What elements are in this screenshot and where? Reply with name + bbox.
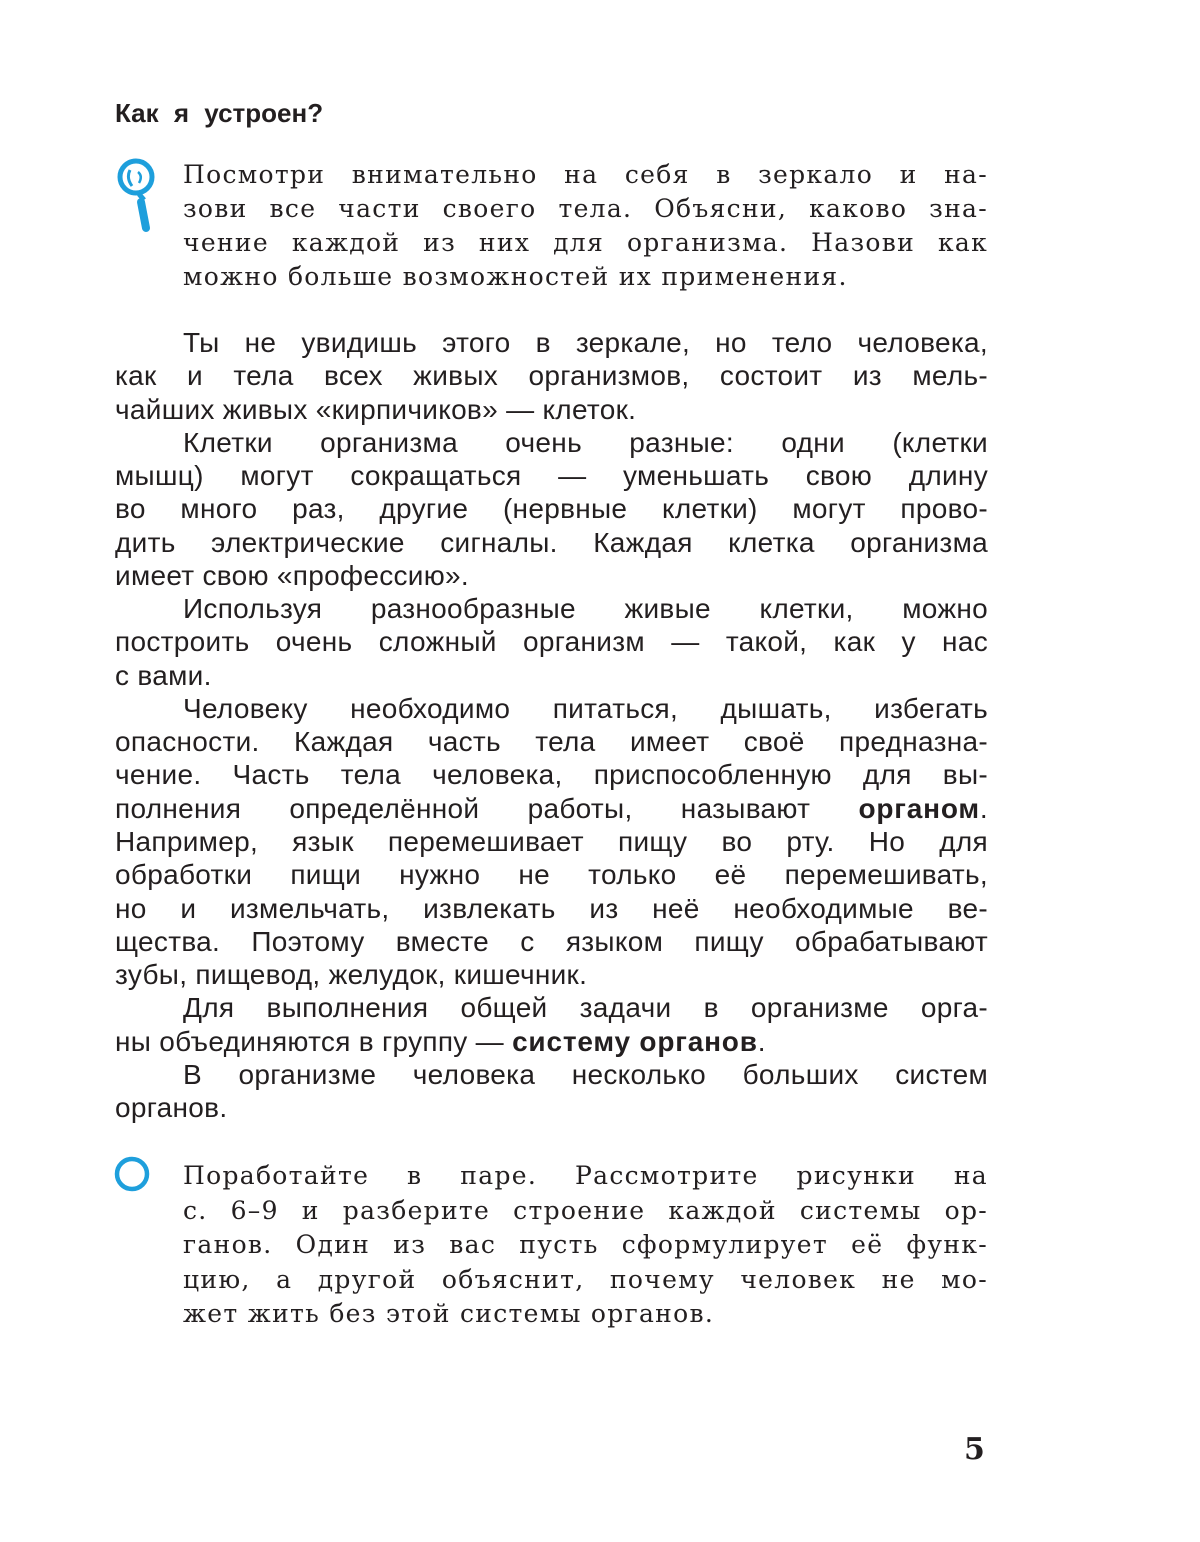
text-line	[115, 792, 988, 825]
page-number: 5	[964, 1432, 985, 1467]
text-line: зови все части своего тела. Объясни, каково зна-	[183, 194, 988, 223]
key-term: систему органов	[512, 1025, 758, 1057]
text-line: органов.	[115, 1092, 228, 1124]
text-line: щества. Поэтому вместе с языком пищу обрабатывают	[115, 925, 988, 957]
pair-work-circle-icon	[113, 1155, 151, 1193]
text-line: цию, а другой объяснит, почему человек не мо-	[183, 1264, 988, 1294]
task-pair-work	[183, 1159, 988, 1332]
text-line: Для выполнения общей задачи в организме орга-	[183, 992, 988, 1024]
text-line: можно больше возможностей их применения.	[183, 262, 848, 291]
text-line	[115, 1025, 988, 1058]
text-line: дить электрические сигналы. Каждая клетка организма	[115, 526, 988, 558]
text-line: жет жить без этой системы органов.	[183, 1299, 715, 1328]
text-line: построить очень сложный организм — такой, как у нас	[115, 626, 988, 658]
magnifier-icon	[116, 156, 160, 236]
text-line: В организме человека несколько больших систем	[183, 1058, 988, 1090]
text-span: полнения определённой работы, называют	[115, 792, 859, 824]
text-line: обработки пищи нужно не только её перемешивать,	[115, 859, 988, 891]
section-title: Как я устроен?	[115, 98, 324, 128]
text-line: Например, язык перемешивает пищу во рту. Но для	[115, 825, 988, 857]
text-line: Человеку необходимо питаться, дышать, избегать	[183, 692, 988, 724]
text-line: но и измельчать, извлекать из неё необходимые ве-	[115, 892, 988, 924]
text-line: зубы, пищевод, желудок, кишечник.	[115, 959, 588, 991]
text-line: Поработайте в паре. Рассмотрите рисунки на	[183, 1161, 988, 1190]
text-line: опасности. Каждая часть тела имеет своё предназна-	[115, 726, 988, 758]
text-line: во много раз, другие (нервные клетки) могут прово-	[115, 493, 988, 525]
key-term: органом	[858, 792, 980, 824]
text-line: Клетки организма очень разные: одни (клетки	[183, 426, 988, 458]
text-line: имеет свою «профессию».	[115, 559, 470, 591]
text-line: с вами.	[115, 659, 212, 691]
text-span: .	[757, 1025, 766, 1057]
text-line: с. 6–9 и разберите строение каждой системы ор-	[183, 1195, 988, 1225]
text-line: чайших живых «кирпичиков» — клеток.	[115, 393, 637, 425]
text-line: как и тела всех живых организмов, состоит из мель-	[115, 360, 988, 392]
main-text	[115, 326, 988, 1124]
text-span: .	[979, 792, 988, 824]
text-line: чение каждой из них для организма. Назови как	[183, 228, 988, 257]
text-line: ганов. Один из вас пусть сформулирует её функ-	[183, 1230, 988, 1259]
task-observe	[183, 158, 988, 294]
text-line: чение. Часть тела человека, приспособленную для вы-	[115, 759, 988, 791]
text-line: мышц) могут сокращаться — уменьшать свою длину	[115, 460, 988, 492]
text-line: Посмотри внимательно на себя в зеркало и на-	[183, 160, 988, 189]
text-line: Используя разнообразные живые клетки, можно	[183, 593, 988, 625]
text-line: Ты не увидишь этого в зеркале, но тело человека,	[183, 327, 988, 358]
text-span: ны объединяются в группу —	[115, 1025, 513, 1057]
